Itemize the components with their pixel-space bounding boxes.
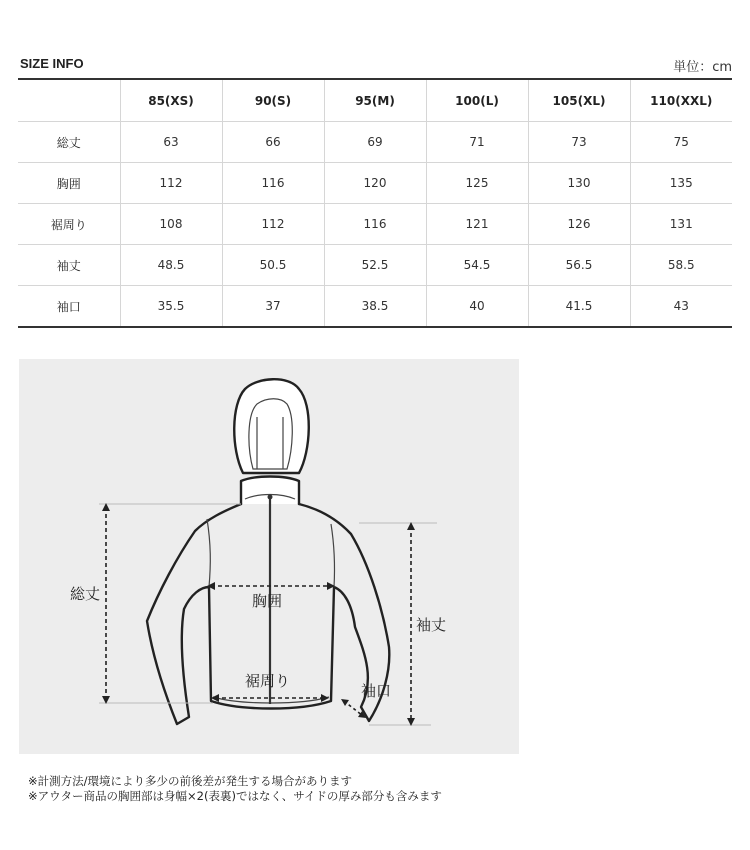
- total-length-label: 総丈: [70, 585, 101, 603]
- size-table: [18, 78, 732, 328]
- table-cell: 116: [324, 204, 426, 245]
- table-cell: 56.5: [528, 245, 630, 286]
- table-row: [18, 163, 732, 204]
- table-cell: 58.5: [630, 245, 732, 286]
- table-row: [18, 245, 732, 286]
- row-label: 袖丈: [18, 245, 120, 286]
- table-row: [18, 204, 732, 245]
- table-header-cell: 85(XS): [120, 79, 222, 122]
- table-row: [18, 286, 732, 328]
- table-cell: 40: [426, 286, 528, 328]
- table-header-cell: 100(L): [426, 79, 528, 122]
- table-header-row: [18, 79, 732, 122]
- note-line: ※計測方法/環境により多少の前後差が発生する場合があります: [28, 774, 353, 788]
- table-cell: 50.5: [222, 245, 324, 286]
- unit-label: 単位：cm: [673, 60, 732, 75]
- table-cell: 54.5: [426, 245, 528, 286]
- jacket-illustration: [19, 359, 519, 754]
- table-header-empty: [18, 79, 120, 122]
- table-row: [18, 122, 732, 163]
- table-cell: 52.5: [324, 245, 426, 286]
- table-cell: 116: [222, 163, 324, 204]
- table-cell: 37: [222, 286, 324, 328]
- row-label: 胸囲: [18, 163, 120, 204]
- table-cell: 48.5: [120, 245, 222, 286]
- size-info-title: SIZE INFO: [20, 56, 84, 71]
- table-cell: 131: [630, 204, 732, 245]
- table-cell: 69: [324, 122, 426, 163]
- table-cell: 112: [222, 204, 324, 245]
- table-cell: 75: [630, 122, 732, 163]
- table-header-cell: 90(S): [222, 79, 324, 122]
- row-label: 袖口: [18, 286, 120, 328]
- row-label: 総丈: [18, 122, 120, 163]
- table-cell: 73: [528, 122, 630, 163]
- table-cell: 35.5: [120, 286, 222, 328]
- table-header-cell: 110(XXL): [630, 79, 732, 122]
- hem-label: 裾周り: [245, 672, 291, 690]
- note-line: ※アウター商品の胸囲部は身幅×2(表裏)ではなく、サイドの厚み部分も含みます: [28, 789, 442, 803]
- table-cell: 108: [120, 204, 222, 245]
- table-cell: 112: [120, 163, 222, 204]
- table-cell: 126: [528, 204, 630, 245]
- sleeve-length-label: 袖丈: [416, 616, 447, 634]
- table-cell: 71: [426, 122, 528, 163]
- table-cell: 41.5: [528, 286, 630, 328]
- table-cell: 120: [324, 163, 426, 204]
- table-cell: 121: [426, 204, 528, 245]
- row-label: 裾周り: [18, 204, 120, 245]
- table-cell: 43: [630, 286, 732, 328]
- table-cell: 130: [528, 163, 630, 204]
- table-header-cell: 95(M): [324, 79, 426, 122]
- table-cell: 66: [222, 122, 324, 163]
- cuff-label: 袖口: [361, 682, 392, 700]
- chest-label: 胸囲: [252, 592, 283, 610]
- measurement-diagram: [19, 359, 519, 754]
- table-header-cell: 105(XL): [528, 79, 630, 122]
- table-cell: 135: [630, 163, 732, 204]
- table-cell: 63: [120, 122, 222, 163]
- table-cell: 125: [426, 163, 528, 204]
- table-cell: 38.5: [324, 286, 426, 328]
